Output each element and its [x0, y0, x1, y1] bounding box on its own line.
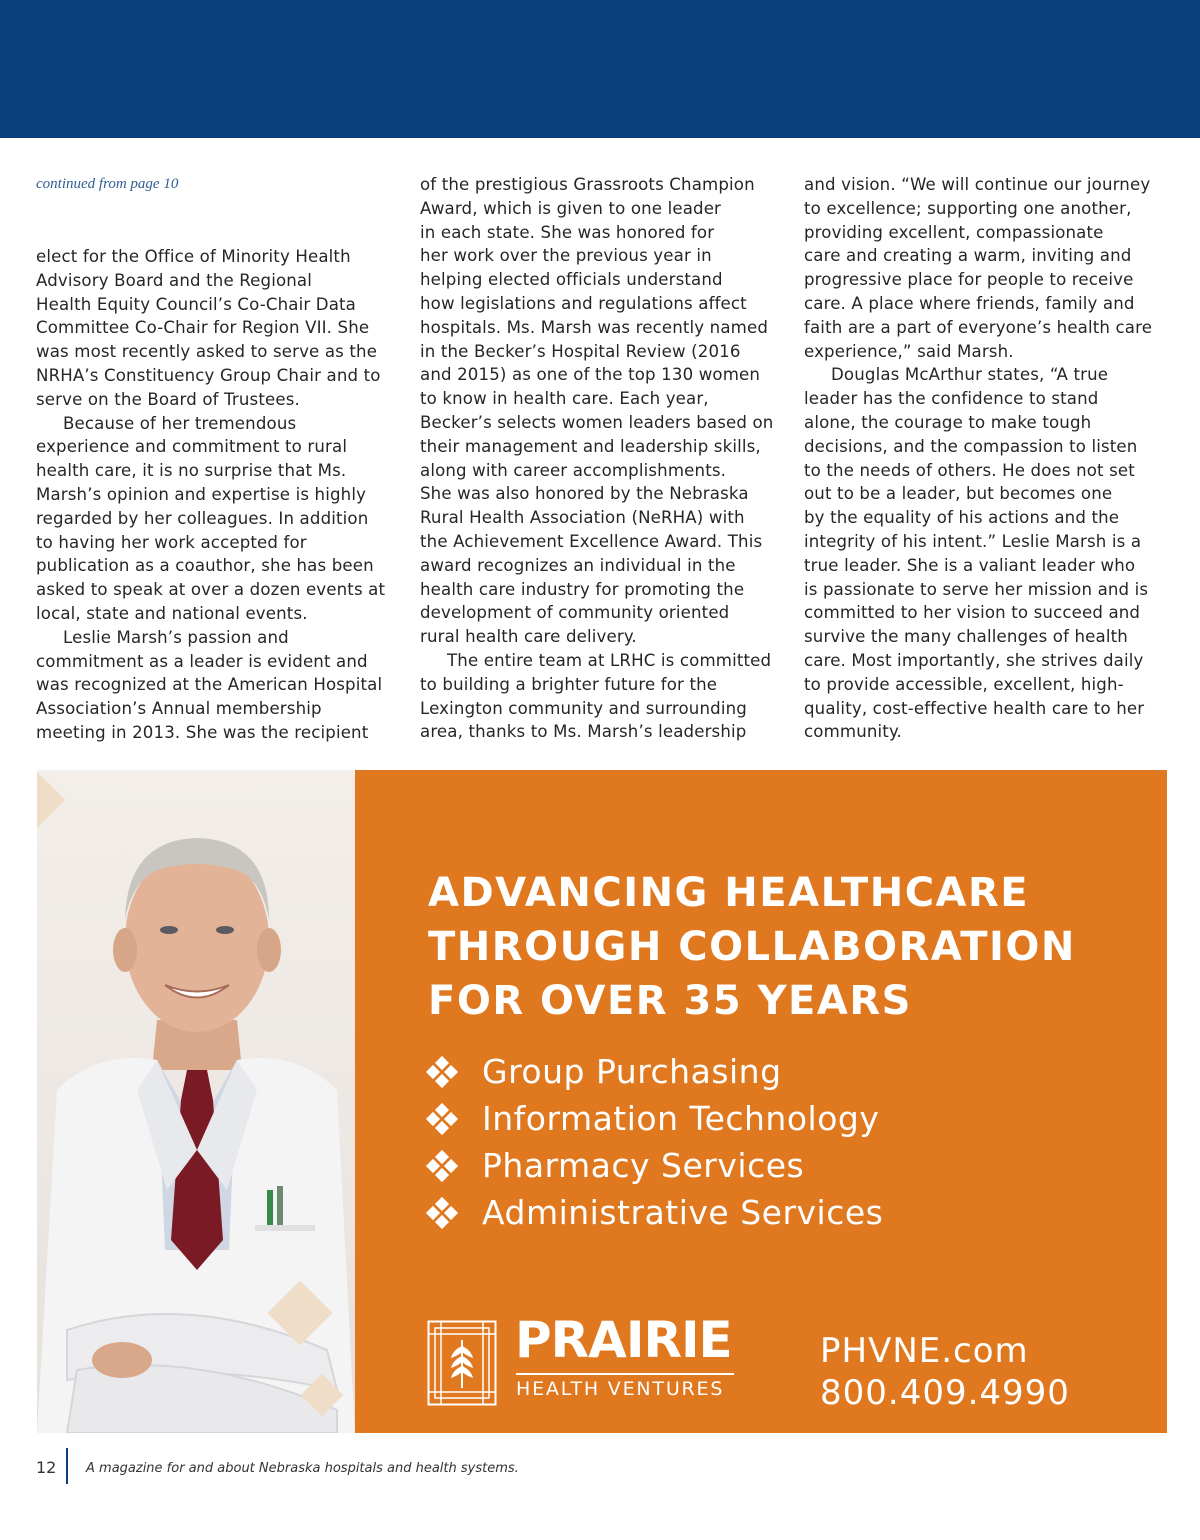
text-line: is passionate to serve her mission and is — [804, 579, 1149, 599]
text-line: hospitals. Ms. Marsh was recently named — [420, 317, 769, 337]
text-line: decisions, and the compassion to listen — [804, 436, 1138, 456]
text-line: progressive place for people to receive — [804, 270, 1134, 290]
text-line: to building a brighter future for the — [420, 674, 718, 694]
continued-note: continued from page 10 — [36, 176, 179, 192]
ad-headline-line: ADVANCING HEALTHCARE — [428, 870, 1030, 916]
text-line: Marsh’s opinion and expertise is highly — [36, 484, 367, 504]
text-line: to provide accessible, excellent, high- — [804, 674, 1124, 694]
text-line: asked to speak at over a dozen events at — [36, 580, 386, 600]
text-line: to the needs of others. He does not set — [804, 460, 1135, 480]
header-band — [0, 0, 1200, 138]
text-line: care. Most importantly, she strives daily — [804, 650, 1144, 670]
text-line: Lexington community and surrounding — [420, 698, 747, 718]
text-line: out to be a leader, but becomes one — [804, 484, 1113, 504]
text-line: care and creating a warm, inviting and — [804, 246, 1132, 266]
service-label: Administrative Services — [482, 1193, 884, 1232]
ad-panel — [355, 770, 1167, 1433]
text-line: leader has the confidence to stand — [804, 389, 1099, 409]
text-line: Committee Co-Chair for Region VII. She — [36, 318, 370, 338]
text-line: was most recently asked to serve as the — [36, 342, 378, 362]
text-line: The entire team at LRHC is committed — [447, 650, 772, 670]
text-line: to having her work accepted for — [36, 532, 307, 552]
service-item — [428, 1095, 883, 1142]
text-line: helping elected officials understand — [420, 270, 723, 290]
ad-contact — [820, 1330, 1070, 1414]
text-line: meeting in 2013. She was the recipient — [36, 722, 369, 742]
logo-divider — [516, 1373, 734, 1375]
text-line: experience,” said Marsh. — [804, 341, 1014, 361]
text-line: health care industry for promoting the — [420, 579, 745, 599]
diamond-bullet-icon — [428, 1105, 456, 1133]
text-line: in the Becker’s Hospital Review (2016 — [420, 341, 741, 361]
text-line: publication as a coauthor, she has been — [36, 556, 374, 576]
text-line: Becker’s selects women leaders based on — [420, 412, 774, 432]
ad-headline — [428, 866, 1148, 1028]
text-line: providing excellent, compassionate — [804, 222, 1104, 242]
article-column-3 — [804, 173, 1166, 744]
text-line: Award, which is given to one leader — [420, 198, 722, 218]
text-line: the Achievement Excellence Award. This — [420, 531, 763, 551]
text-line: along with career accomplishments. — [420, 460, 727, 480]
text-line: care. A place where friends, family and — [804, 293, 1135, 313]
text-line: development of community oriented — [420, 603, 730, 623]
logo-subtitle: HEALTH VENTURES — [516, 1378, 725, 1400]
text-line: Association’s Annual membership — [36, 699, 322, 719]
service-item — [428, 1189, 883, 1236]
text-line: serve on the Board of Trustees. — [36, 389, 300, 409]
text-line: local, state and national events. — [36, 603, 308, 623]
text-line: Because of her tremendous — [63, 413, 297, 433]
text-line: quality, cost-effective health care to her — [804, 698, 1145, 718]
doctor-photo — [37, 770, 355, 1433]
text-line: survive the many challenges of health — [804, 627, 1128, 647]
text-line: alone, the courage to make tough — [804, 412, 1092, 432]
text-line: elect for the Office of Minority Health — [36, 247, 351, 266]
logo-wordmark: PRAIRIE — [515, 1311, 732, 1369]
phone-number[interactable]: 800.409.4990 — [820, 1373, 1070, 1413]
diamond-bullet-icon — [428, 1152, 456, 1180]
service-item — [428, 1142, 883, 1189]
article-column-1 — [36, 245, 398, 745]
text-line: NRHA’s Constituency Group Chair and to — [36, 365, 381, 385]
text-line: her work over the previous year in — [420, 246, 712, 266]
text-line: faith are a part of everyone’s health care — [804, 317, 1153, 337]
text-line: how legislations and regulations affect — [420, 293, 747, 313]
text-line: true leader. She is a valiant leader who — [804, 555, 1136, 575]
footer-tagline: A magazine for and about Nebraska hospitals and health systems. — [86, 1461, 519, 1476]
text-line: integrity of his intent.” Leslie Marsh is a — [804, 531, 1142, 551]
text-line: to excellence; supporting one another, — [804, 198, 1132, 218]
service-label: Pharmacy Services — [482, 1146, 805, 1185]
text-line: and vision. “We will continue our journey — [804, 175, 1151, 194]
text-line: their management and leadership skills, — [420, 436, 761, 456]
text-line: rural health care delivery. — [420, 627, 637, 647]
service-label: Group Purchasing — [482, 1052, 782, 1091]
text-line: health care, it is no surprise that Ms. — [36, 461, 347, 481]
diamond-bullet-icon — [428, 1199, 456, 1227]
text-line: to know in health care. Each year, — [420, 389, 709, 409]
text-line: of the prestigious Grassroots Champion — [420, 175, 755, 194]
page-number: 12 — [36, 1458, 57, 1477]
text-line: Health Equity Council’s Co-Chair Data — [36, 294, 357, 314]
text-line: in each state. She was honored for — [420, 222, 715, 242]
footer-divider — [66, 1448, 68, 1484]
text-line: Leslie Marsh’s passion and — [63, 627, 289, 647]
text-line: and 2015) as one of the top 130 women — [420, 365, 761, 385]
text-line: area, thanks to Ms. Marsh’s leadership — [420, 722, 747, 742]
website-link[interactable]: PHVNE.com — [820, 1331, 1029, 1371]
text-line: Rural Health Association (NeRHA) with — [420, 508, 745, 528]
service-item — [428, 1048, 883, 1095]
text-line: Advisory Board and the Regional — [36, 270, 313, 290]
text-line: committed to her vision to succeed and — [804, 603, 1141, 623]
service-label: Information Technology — [482, 1099, 880, 1138]
text-line: community. — [804, 722, 902, 742]
article-column-2 — [420, 173, 782, 744]
ad-headline-line: THROUGH COLLABORATION — [428, 924, 1076, 970]
text-line: award recognizes an individual in the — [420, 555, 736, 575]
prairie-logo-icon — [427, 1320, 497, 1406]
advertisement[interactable] — [37, 770, 1167, 1433]
text-line: was recognized at the American Hospital — [36, 675, 383, 695]
services-list — [428, 1048, 883, 1236]
text-line: Douglas McArthur states, “A true — [831, 365, 1109, 385]
text-line: regarded by her colleagues. In addition — [36, 508, 369, 528]
text-line: experience and commitment to rural — [36, 437, 348, 457]
diamond-bullet-icon — [428, 1058, 456, 1086]
text-line: commitment as a leader is evident and — [36, 651, 368, 671]
text-line: She was also honored by the Nebraska — [420, 484, 749, 504]
ad-headline-line: FOR OVER 35 YEARS — [428, 978, 912, 1024]
text-line: by the equality of his actions and the — [804, 508, 1120, 528]
